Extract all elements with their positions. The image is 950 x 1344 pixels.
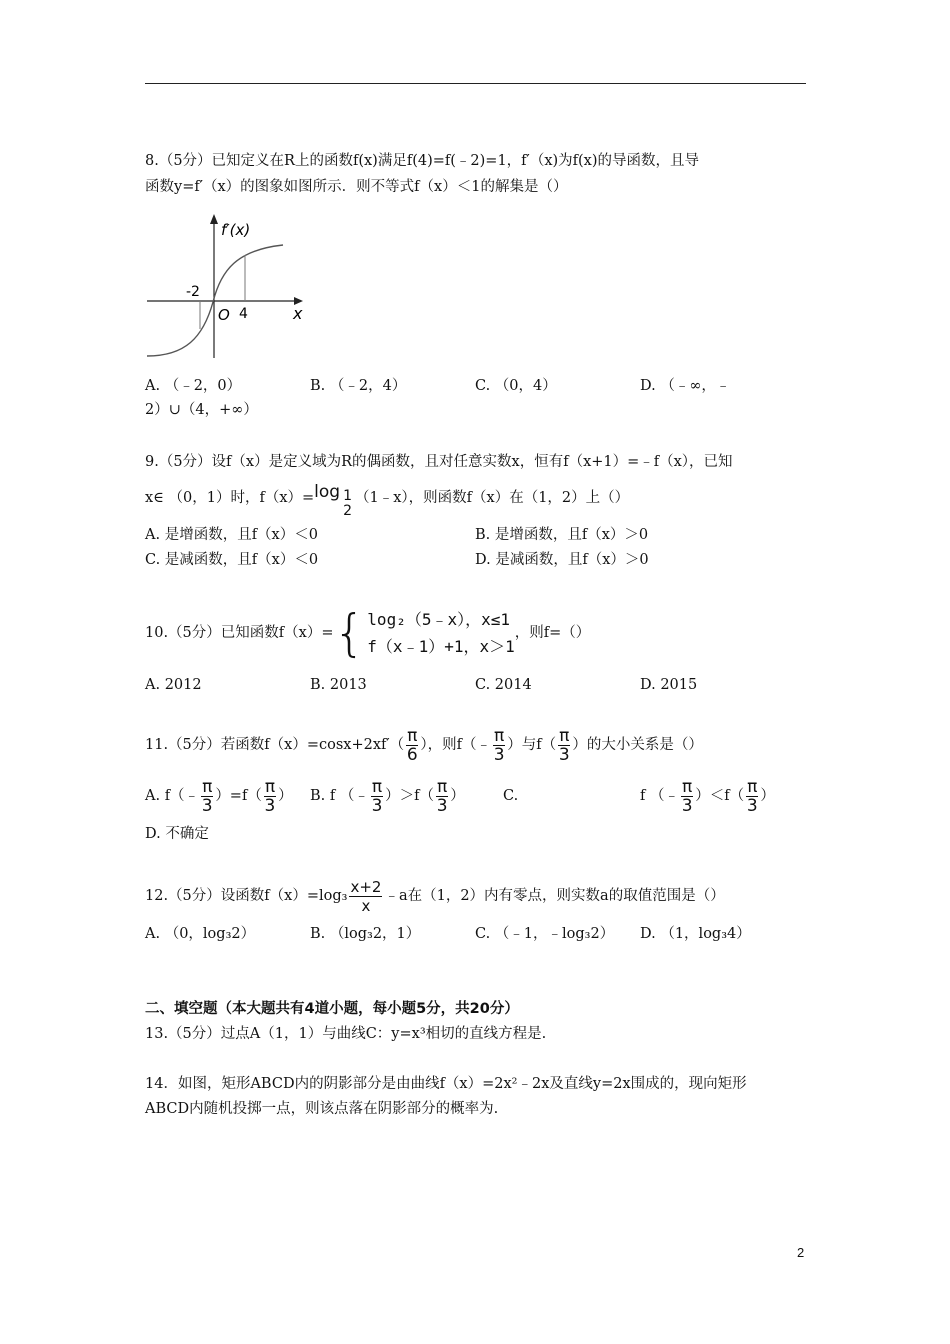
q11-mid1: ），则f（﹣ xyxy=(420,737,492,753)
q9-option-d: D. 是减函数，且f（x）＞0 xyxy=(475,552,649,568)
q11-stem xyxy=(145,722,703,768)
q9-option-a: A. 是增函数，且f（x）＜0 xyxy=(145,527,318,543)
q10-post: ，则f=（） xyxy=(514,625,591,641)
left-brace-icon: { xyxy=(333,604,366,662)
q8-option-c: C. （0，4） xyxy=(475,378,557,394)
q10-option-b: B. 2013 xyxy=(310,677,367,693)
q14-line2: ABCD内随机投掷一点，则该点落在阴影部分的概率为. xyxy=(145,1101,499,1117)
q11-option-c: C. xyxy=(503,788,519,804)
derivative-plot xyxy=(145,210,315,365)
q9-option-b: B. 是增函数，且f（x）＞0 xyxy=(475,527,649,543)
q11-option-d: D. 不确定 xyxy=(145,826,209,842)
q12-post: ﹣a在（1，2）内有零点，则实数a的取值范围是（） xyxy=(384,888,725,904)
q8-option-b: B. （﹣2，4） xyxy=(310,378,407,394)
q10-option-c: C. 2014 xyxy=(475,677,532,693)
q12-stem xyxy=(145,873,725,919)
q10-stem xyxy=(145,600,590,666)
q10-case1: log₂（5﹣x），x≤1 xyxy=(367,610,510,629)
q11-frac-pi-3-a: $\frac{\pi}{3}$ xyxy=(493,725,505,765)
q9-log: log xyxy=(314,482,341,502)
q11-mid2: ）与f（ xyxy=(507,737,557,753)
q8-option-d-cont: 2）∪（4，+∞） xyxy=(145,402,258,418)
q9-line1: 9.（5分）设f（x）是定义域为R的偶函数，且对任意实数x，恒有f（x+1）=﹣f（x），已知 xyxy=(145,454,733,470)
q9-option-c: C. 是减函数，且f（x）＜0 xyxy=(145,552,319,568)
q12-pre: 12.（5分）设函数f（x）=log₃ xyxy=(145,888,348,904)
tick-label-neg2: -2 xyxy=(186,284,200,300)
origin-label: O xyxy=(218,306,230,324)
q11-option-b: B. f （﹣ $\frac{\pi}{3}$ ）＞f（ $\frac{\pi}{3}$ ） xyxy=(310,776,465,816)
q12-option-a: A. （0，log₃2） xyxy=(145,926,256,942)
q9-log-base: 1 2 xyxy=(343,488,353,519)
q11-post: ）的大小关系是（） xyxy=(572,737,703,753)
q8-option-a: A. （﹣2，0） xyxy=(145,378,242,394)
q9-line2-pre: x∈ （0，1）时，f（x）= xyxy=(145,490,315,506)
q8-option-d: D. （﹣∞，﹣ xyxy=(640,378,731,394)
q13-stem: 13.（5分）过点A（1，1）与曲线C：y=x³相切的直线方程是. xyxy=(145,1026,547,1042)
q8-derivative-graph xyxy=(145,210,315,369)
q10-option-d: D. 2015 xyxy=(640,677,698,693)
header-rule xyxy=(145,83,806,84)
q8-line2: 函数y=f′（x）的图象如图所示．则不等式f（x）＜1的解集是（） xyxy=(145,179,568,195)
x-axis-label: x xyxy=(293,304,303,323)
q12-fraction: $\frac{x+2}{x}$ xyxy=(350,877,382,915)
q8-line1: 8.（5分）已知定义在R上的函数f(x)满足f(4)=f(﹣2)=1，f′（x)为f(x)的导函数，且导 xyxy=(145,153,700,169)
q10-piecewise xyxy=(333,606,514,660)
page-number: 2 xyxy=(797,1245,805,1260)
section-heading: 二、填空题（本大题共有4道小题，每小题5分，共20分） xyxy=(145,1001,519,1017)
q10-option-a: A. 2012 xyxy=(145,677,202,693)
q10-pre: 10.（5分）已知函数f（x）= xyxy=(145,625,334,641)
q9-line2 xyxy=(145,478,629,518)
y-axis-label: f′(x) xyxy=(221,221,251,239)
q11-option-c-expr: f （﹣ $\frac{\pi}{3}$ ）＜f（ $\frac{\pi}{3}$ ） xyxy=(640,776,775,816)
q11-pre: 11.（5分）若函数f（x）=cosx+2xf′（ xyxy=(145,737,405,753)
y-axis-arrow xyxy=(210,214,218,224)
q11-frac-pi-3-b: $\frac{\pi}{3}$ xyxy=(558,725,570,765)
q12-option-c: C. （﹣1，﹣log₃2） xyxy=(475,926,615,942)
q11-option-a: A. f（﹣ $\frac{\pi}{3}$ ）=f（ $\frac{\pi}{3}$ ） xyxy=(145,776,293,816)
q14-line1: 14．如图，矩形ABCD内的阴影部分是由曲线f（x）=2x²﹣2x及直线y=2x围成的，现向矩形 xyxy=(145,1076,747,1092)
q12-option-d: D. （1，log₃4） xyxy=(640,926,751,942)
q12-option-b: B. （log₃2，1） xyxy=(310,926,421,942)
q9-line2-post: （1﹣x），则函数f（x）在（1，2）上（） xyxy=(355,490,630,506)
tick-label-4: 4 xyxy=(239,306,248,322)
q11-frac-pi-6: $\frac{\pi}{6}$ xyxy=(406,725,418,765)
q10-case2: f（x﹣1）+1，x＞1 xyxy=(367,637,515,656)
